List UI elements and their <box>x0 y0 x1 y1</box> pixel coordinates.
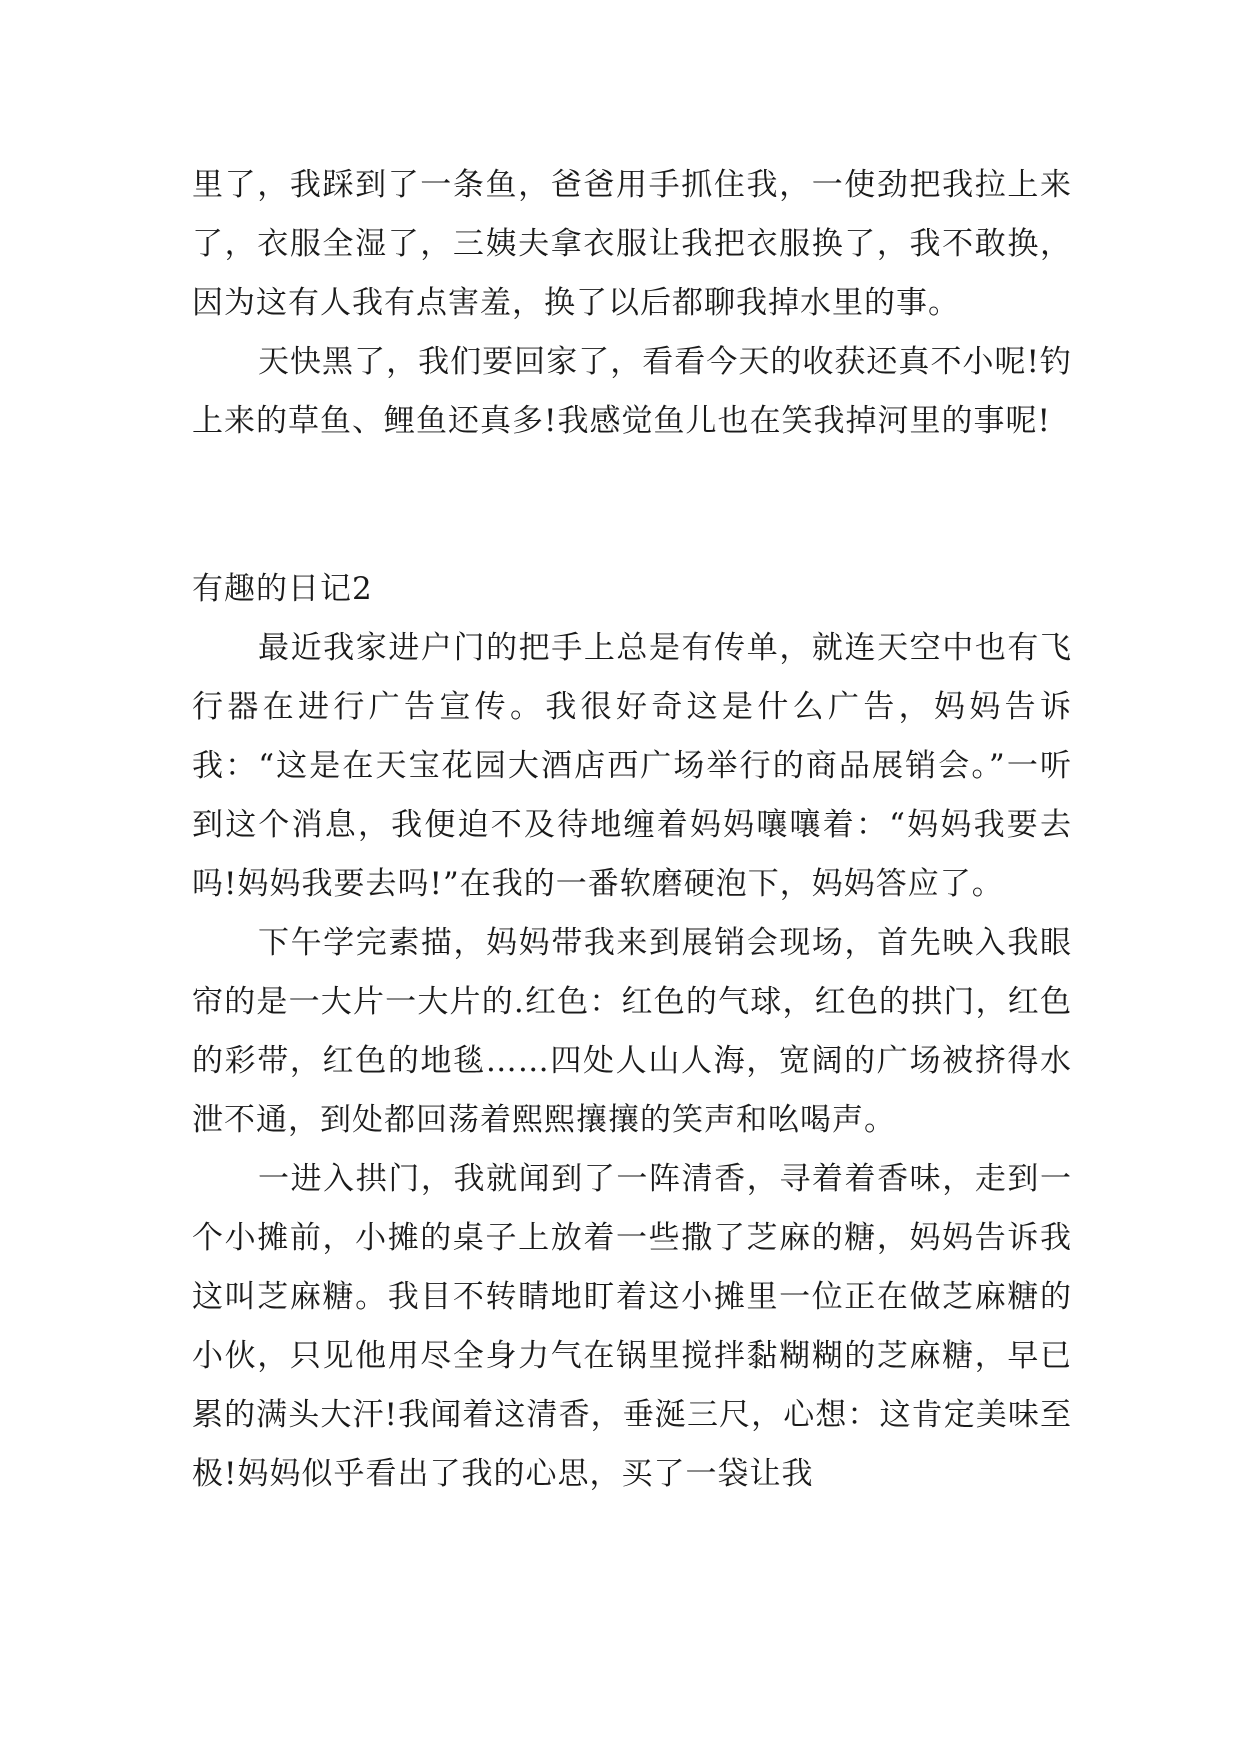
previous-entry-text <box>192 156 1072 451</box>
closing-paragraph: 天快黑了，我们要回家了，看看今天的收获还真不小呢!钓上来的草鱼、鲤鱼还真多!我感觉鱼儿也在笑我掉河里的事呢! <box>192 344 1072 439</box>
paragraph-1: 最近我家进户门的把手上总是有传单，就连天空中也有飞行器在进行广告宣传。我很好奇这是什么广告，妈妈告诉我：“这是在天宝花园大酒店西广场举行的商品展销会。”一听到这个消息，我便迫不及待地缠着妈妈嚷嚷着：“妈妈我要去吗!妈妈我要去吗!”在我的一番软磨硬泡下，妈妈答应了。 <box>192 630 1072 902</box>
diary-entry-2 <box>192 560 1072 1504</box>
continued-paragraph: 里了，我踩到了一条鱼，爸爸用手抓住我，一使劲把我拉上来了，衣服全湿了，三姨夫拿衣服让我把衣服换了，我不敢换，因为这有人我有点害羞，换了以后都聊我掉水里的事。 <box>192 167 1072 321</box>
section-title: 有趣的日记2 <box>192 571 373 607</box>
paragraph-2: 下午学完素描，妈妈带我来到展销会现场，首先映入我眼帘的是一大片一大片的.红色：红色的气球，红色的拱门，红色的彩带，红色的地毯……四处人山人海，宽阔的广场被挤得水泄不通，到处都回荡着熙熙攘攘的笑声和吆喝声。 <box>192 925 1072 1138</box>
paragraph-3: 一进入拱门，我就闻到了一阵清香，寻着着香味，走到一个小摊前，小摊的桌子上放着一些撒了芝麻的糖，妈妈告诉我这叫芝麻糖。我目不转睛地盯着这小摊里一位正在做芝麻糖的小伙，只见他用尽全身力气在锅里搅拌黏糊糊的芝麻糖，早已累的满头大汗!我闻着这清香，垂涎三尺，心想：这肯定美味至极!妈妈似乎看出了我的心思，买了一袋让我 <box>192 1161 1072 1492</box>
